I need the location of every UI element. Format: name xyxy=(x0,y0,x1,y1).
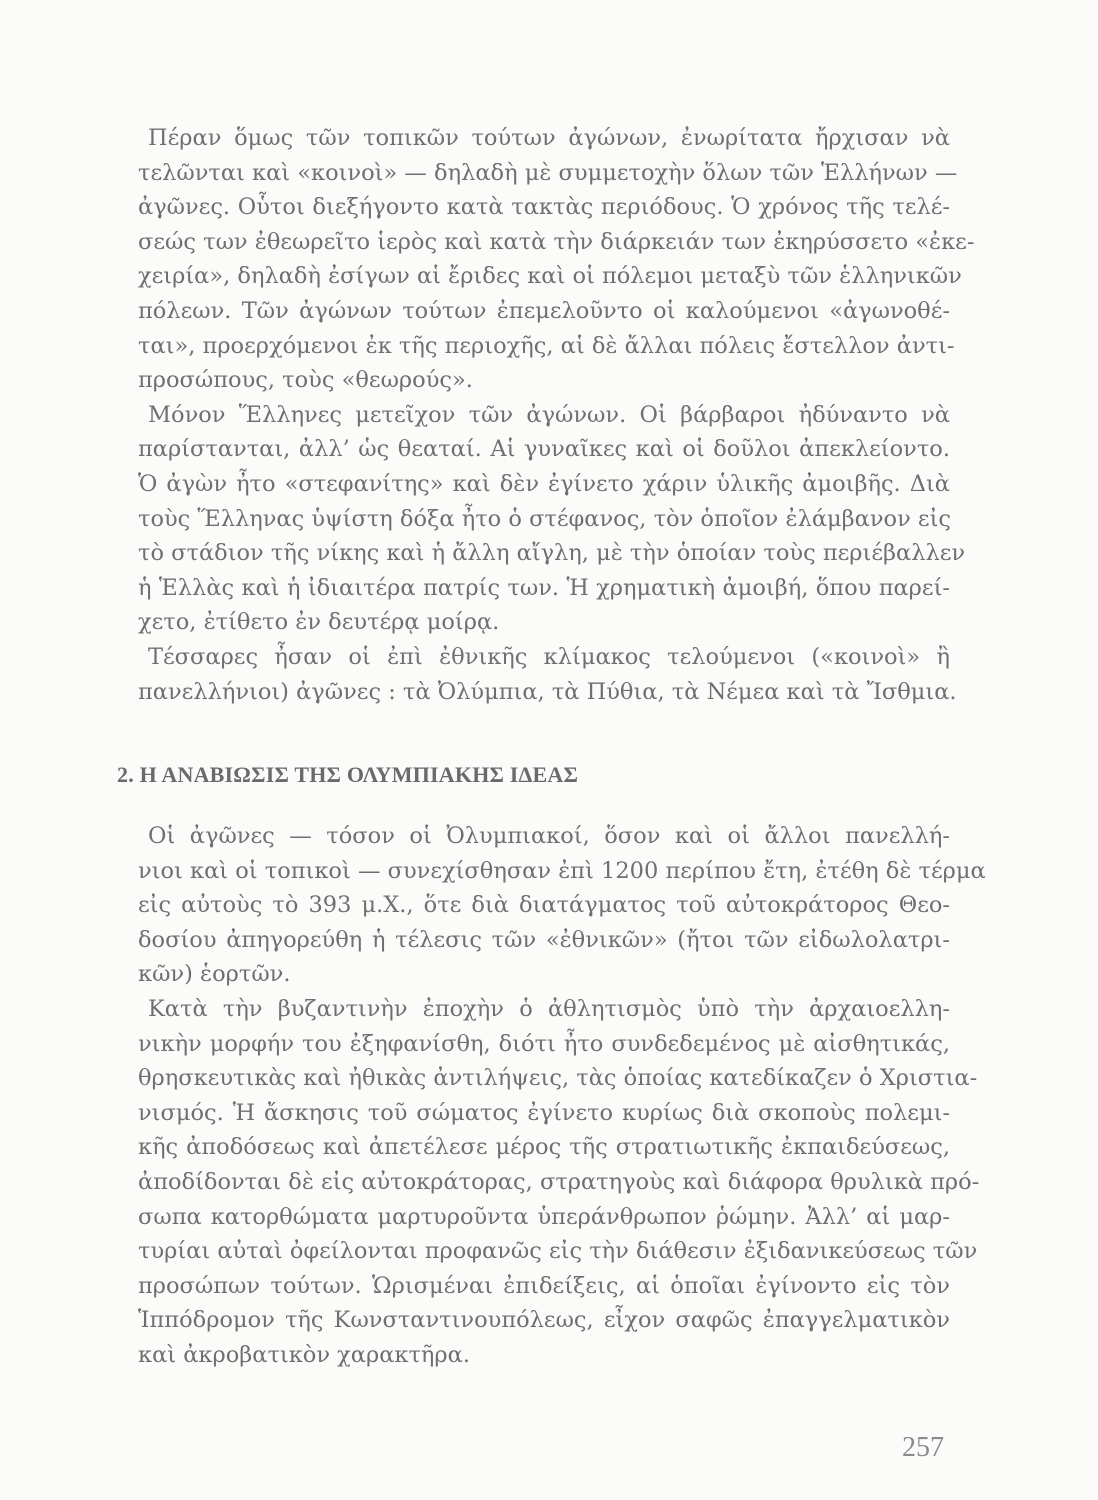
paragraph-line: Οἱ ἀγῶνες — τόσον οἱ Ὀλυμπιακοί, ὅσον καὶ οἱ ἄλλοι πανελλή- xyxy=(148,823,950,849)
paragraph-line: κῆς ἀποδόσεως καὶ ἀπετέλεσε μέρος τῆς στρατιωτικῆς ἐκπαιδεύσεως, xyxy=(138,1134,950,1161)
paragraph-line: εἰς αὐτοὺς τὸ 393 μ.Χ., ὅτε διὰ διατάγματος τοῦ αὐτοκράτορος Θεο- xyxy=(138,892,950,919)
paragraph-line: καὶ ἀκροβατικὸν χαρακτῆρα. xyxy=(138,1342,470,1368)
paragraph-line: νικὴν μορφήν του ἐξηφανίσθη, διότι ἦτο συνδεδεμένος μὲ αἰσθητικάς, xyxy=(138,1030,950,1057)
paragraph-line: Ἱππόδρομον τῆς Κωνσταντινουπόλεως, εἶχον σαφῶς ἐπαγγελματικὸν xyxy=(138,1307,950,1334)
paragraph-line: Τέσσαρες ἦσαν οἱ ἐπὶ ἐθνικῆς κλίμακος τελούμενοι («κοινοὶ» ἢ xyxy=(148,644,950,670)
paragraph-line: τὸ στάδιον τῆς νίκης καὶ ἡ ἄλλη αἴγλη, μὲ τὴν ὁποίαν τοὺς περιέβαλλεν xyxy=(138,540,966,567)
paragraph-line: ἀγῶνες. Οὗτοι διεξήγοντο κατὰ τακτὰς περιόδους. Ὁ χρόνος τῆς τελέ- xyxy=(138,194,950,221)
paragraph-line: χειρία», δηλαδὴ ἐσίγων αἱ ἔριδες καὶ οἱ πόλεμοι μεταξὺ τῶν ἑλληνικῶν xyxy=(138,263,962,290)
paragraph-line: ται», προερχόμενοι ἐκ τῆς περιοχῆς, αἱ δὲ ἄλλαι πόλεις ἔστελλον ἀντι- xyxy=(138,332,955,359)
paragraph-line: προσώπων τούτων. Ὡρισμέναι ἐπιδείξεις, αἱ ὁποῖαι ἐγίνοντο εἰς τὸν xyxy=(138,1272,950,1299)
paragraph-line: πανελλήνιοι) ἀγῶνες : τὰ Ὀλύμπια, τὰ Πύθια, τὰ Νέμεα καὶ τὰ Ἴσθμια. xyxy=(138,678,957,705)
paragraph-line: ἀποδίδονται δὲ εἰς αὐτοκράτορας, στρατηγοὺς καὶ διάφορα θρυλικὰ πρό- xyxy=(138,1169,980,1195)
paragraph-line: θρησκευτικὰς καὶ ἠθικὰς ἀντιλήψεις, τὰς ὁποίας κατεδίκαζεν ὁ Χριστια- xyxy=(138,1065,978,1092)
paragraph-line: τοὺς Ἕλληνας ὑψίστη δόξα ἦτο ὁ στέφανος, τὸν ὁποῖον ἐλάμβανον εἰς xyxy=(138,505,951,532)
paragraph-line: πόλεων. Τῶν ἀγώνων τούτων ἐπεμελοῦντο οἱ καλούμενοι «ἀγωνοθέ- xyxy=(138,298,950,324)
paragraph-line: σωπα κατορθώματα μαρτυροῦντα ὑπεράνθρωπον ῥώμην. Ἀλλ’ αἱ μαρ- xyxy=(138,1203,950,1230)
section-heading: 2. Η ΑΝΑΒΙΩΣΙΣ ΤΗΣ ΟΛΥΜΠΙΑΚΗΣ ΙΔΕΑΣ xyxy=(117,762,579,787)
paragraph-line: Ὁ ἀγὼν ἦτο «στεφανίτης» καὶ δὲν ἐγίνετο χάριν ὑλικῆς ἀμοιβῆς. Διὰ xyxy=(138,471,950,497)
paragraph-line: δοσίου ἀπηγορεύθη ἡ τέλεσις τῶν «ἐθνικῶν» (ἤτοι τῶν εἰδωλολατρι- xyxy=(138,926,950,953)
paragraph-line: χετο, ἐτίθετο ἐν δευτέρᾳ μοίρᾳ. xyxy=(138,609,500,636)
paragraph-line: νιοι καὶ οἱ τοπικοὶ — συνεχίσθησαν ἐπὶ 1200 περίπου ἔτη, ἐτέθη δὲ τέρμα xyxy=(138,857,986,884)
paragraph-line: προσώπους, τοὺς «θεωρούς». xyxy=(138,367,473,394)
page-number: 257 xyxy=(902,1432,944,1463)
paragraph-line: τελῶνται καὶ «κοινοὶ» — δηλαδὴ μὲ συμμετοχὴν ὅλων τῶν Ἑλλήνων — xyxy=(138,159,958,186)
paragraph-line: τυρίαι αὐταὶ ὀφείλονται προφανῶς εἰς τὴν διάθεσιν ἐξιδανικεύσεως τῶν xyxy=(138,1238,978,1265)
paragraph-line: ἡ Ἑλλὰς καὶ ἡ ἰδιαιτέρα πατρίς των. Ἡ χρηματικὴ ἀμοιβή, ὅπου παρεί- xyxy=(138,574,950,601)
paragraph-line: Κατὰ τὴν βυζαντινὴν ἐποχὴν ὁ ἀθλητισμὸς ὑπὸ τὴν ἀρχαιοελλη- xyxy=(148,996,950,1022)
paragraph-line: Μόνον Ἕλληνες μετεῖχον τῶν ἀγώνων. Οἱ βάρβαροι ἠδύναντο νὰ xyxy=(148,401,950,428)
paragraph-line: παρίστανται, ἀλλ’ ὡς θεαταί. Αἱ γυναῖκες καὶ οἱ δοῦλοι ἀπεκλείοντο. xyxy=(138,436,950,463)
paragraph-line: Πέραν ὅμως τῶν τοπικῶν τούτων ἀγώνων, ἐνωρίτατα ἤρχισαν νὰ xyxy=(148,125,950,151)
paragraph-line: κῶν) ἑορτῶν. xyxy=(138,961,291,988)
paragraph-line: σεώς των ἐθεωρεῖτο ἱερὸς καὶ κατὰ τὴν διάρκειάν των ἐκηρύσσετο «ἐκε- xyxy=(138,228,975,255)
paragraph-line: νισμός. Ἡ ἄσκησις τοῦ σώματος ἐγίνετο κυρίως διὰ σκοποὺς πολεμι- xyxy=(138,1099,950,1126)
